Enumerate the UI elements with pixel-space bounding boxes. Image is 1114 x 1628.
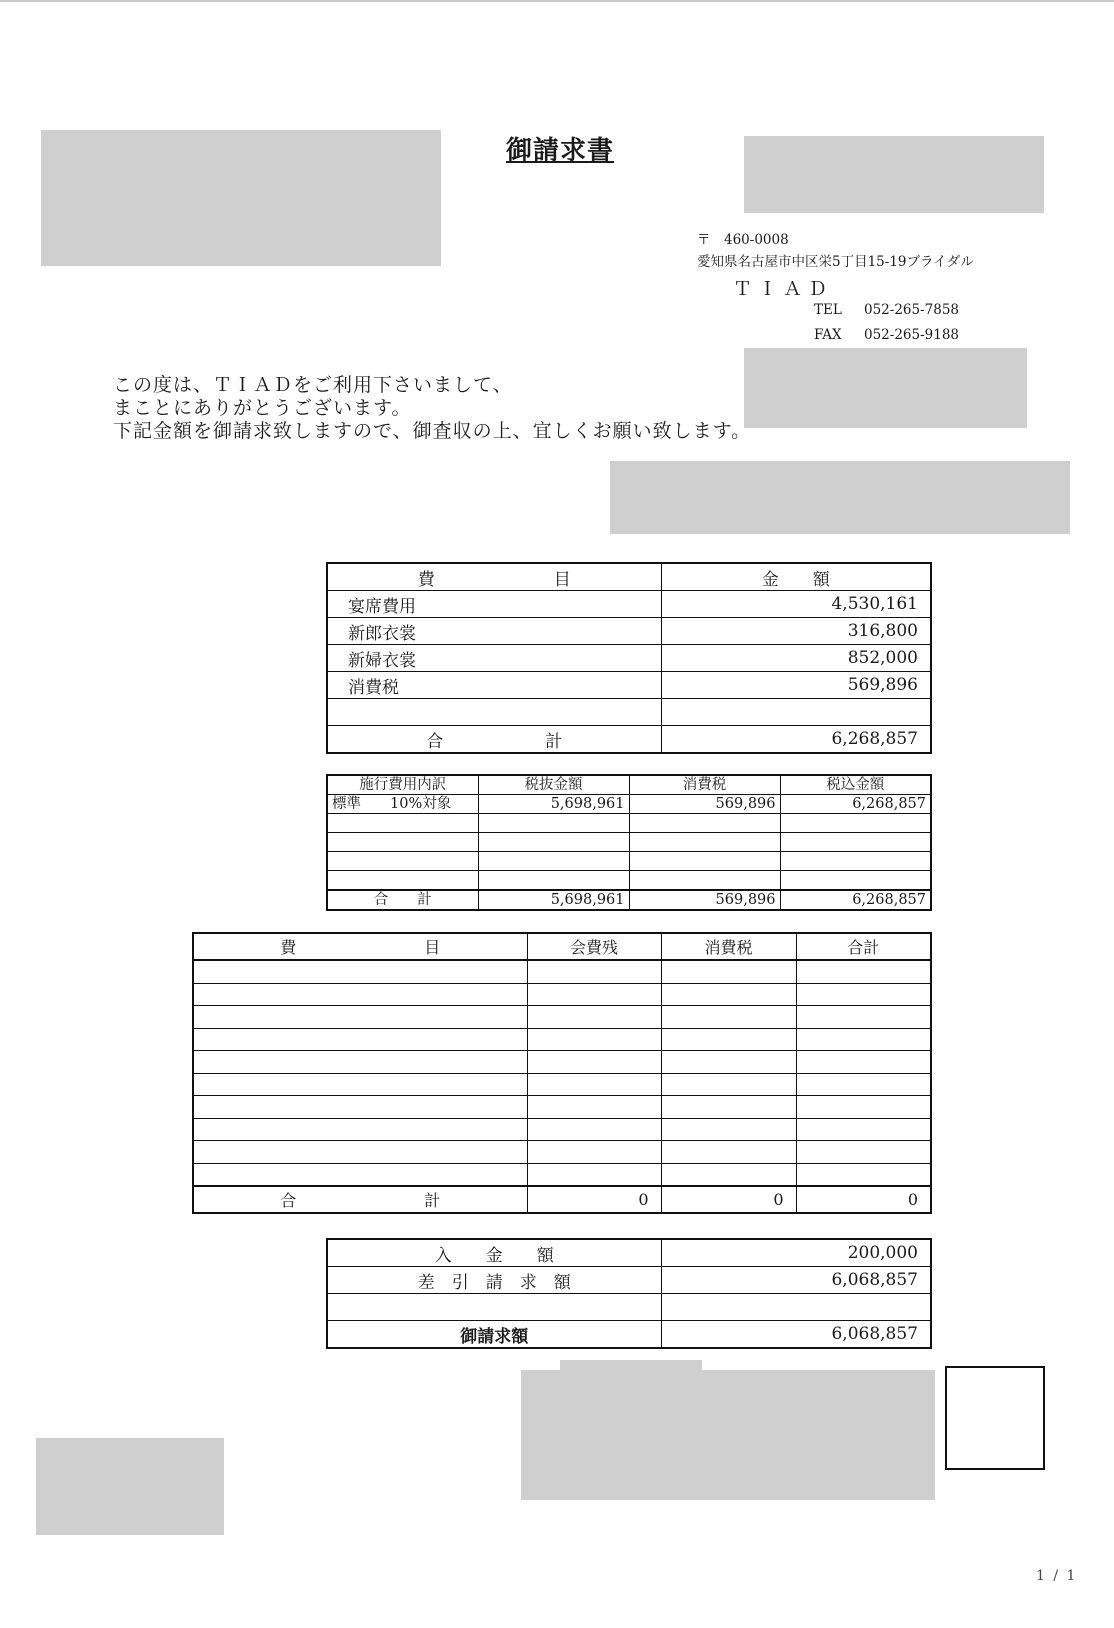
empty-cell	[478, 871, 629, 891]
empty-cell	[661, 1006, 796, 1029]
empty-cell	[327, 699, 661, 726]
redacted-date	[610, 461, 1070, 534]
empty-cell	[661, 960, 796, 983]
item-cell: 宴席費用	[327, 591, 661, 618]
empty-cell	[193, 1028, 527, 1051]
redacted-seal-area	[744, 348, 1027, 428]
membership-table	[192, 932, 932, 1214]
total-sum: 0	[796, 1186, 931, 1213]
empty-cell	[193, 960, 527, 983]
empty-cell	[661, 1051, 796, 1074]
fax-number: 052-265-9188	[864, 327, 960, 343]
table-header-row	[327, 775, 931, 795]
item-cell: 新郎衣裳	[327, 618, 661, 645]
empty-cell	[327, 1294, 661, 1321]
empty-cell	[327, 871, 478, 891]
table-row-empty	[327, 871, 931, 891]
redacted-recipient	[41, 130, 441, 266]
gross-cell: 6,268,857	[780, 795, 931, 814]
invoice-amount: 6,068,857	[661, 1321, 931, 1349]
empty-cell	[661, 1294, 931, 1321]
page-number: 1 / 1	[1036, 1568, 1078, 1584]
table-row-empty	[327, 1294, 931, 1321]
empty-cell	[327, 852, 478, 871]
greeting-line: この度は、ＴＩＡＤをご利用下さいまして、	[113, 374, 513, 396]
table-row-empty	[193, 983, 931, 1006]
total-label: 合 計	[327, 890, 478, 910]
total-amount: 6,268,857	[661, 726, 931, 754]
table-row	[327, 645, 931, 672]
total-label: 合 計	[327, 726, 661, 754]
total-label: 合 計	[193, 1186, 527, 1213]
empty-cell	[478, 852, 629, 871]
empty-cell	[796, 1051, 931, 1074]
empty-cell	[661, 1163, 796, 1186]
empty-cell	[796, 983, 931, 1006]
empty-cell	[193, 1141, 527, 1164]
redacted-footer-left	[36, 1438, 224, 1535]
deposit-amount: 200,000	[661, 1239, 931, 1267]
table-row-empty	[193, 960, 931, 983]
tax-breakdown-table	[326, 774, 932, 911]
empty-cell	[796, 1118, 931, 1141]
header-amount: 金 額	[661, 563, 931, 591]
header-gross: 税込金額	[780, 775, 931, 795]
sender-company: ＴＩＡＤ	[733, 278, 834, 300]
rate-label: 標準 10%対象	[327, 795, 478, 814]
empty-cell	[661, 1118, 796, 1141]
empty-cell	[629, 852, 780, 871]
greeting	[113, 374, 751, 443]
empty-cell	[527, 1051, 661, 1074]
table-total-row	[193, 1186, 931, 1213]
empty-cell	[661, 1073, 796, 1096]
table-row-empty	[327, 852, 931, 871]
empty-cell	[193, 1073, 527, 1096]
total-tax: 0	[661, 1186, 796, 1213]
table-row	[327, 618, 931, 645]
table-row	[327, 672, 931, 699]
empty-cell	[661, 1141, 796, 1164]
empty-cell	[780, 852, 931, 871]
header-tax: 消費税	[661, 933, 796, 960]
final-amount-table	[326, 1238, 932, 1349]
top-border	[0, 0, 1114, 2]
empty-cell	[527, 1118, 661, 1141]
table-row	[327, 1267, 931, 1294]
amount-cell: 852,000	[661, 645, 931, 672]
table-row	[327, 1239, 931, 1267]
balance-amount: 6,068,857	[661, 1267, 931, 1294]
empty-cell	[780, 833, 931, 852]
greeting-line: 下記金額を御請求致しますので、御査収の上、宜しくお願い致します。	[113, 420, 752, 442]
empty-cell	[527, 1028, 661, 1051]
table-row	[327, 795, 931, 814]
empty-cell	[796, 1163, 931, 1186]
table-row-empty	[327, 814, 931, 833]
page-title: 御請求書	[505, 136, 614, 166]
empty-cell	[629, 814, 780, 833]
redacted-header-right	[744, 136, 1044, 213]
table-row-empty	[193, 1141, 931, 1164]
empty-cell	[796, 960, 931, 983]
empty-cell	[193, 1051, 527, 1074]
total-gross: 6,268,857	[780, 890, 931, 910]
total-net: 5,698,961	[478, 890, 629, 910]
amount-cell: 316,800	[661, 618, 931, 645]
header-tax: 消費税	[629, 775, 780, 795]
table-header-row	[193, 933, 931, 960]
header-balance: 会費残	[527, 933, 661, 960]
balance-label: 差 引 請 求 額	[327, 1267, 661, 1294]
empty-cell	[327, 814, 478, 833]
stamp-box	[945, 1366, 1045, 1470]
net-cell: 5,698,961	[478, 795, 629, 814]
table-row	[327, 591, 931, 618]
invoice-label: 御請求額	[327, 1321, 661, 1349]
empty-cell	[527, 960, 661, 983]
table-row-empty	[193, 1006, 931, 1029]
empty-cell	[327, 833, 478, 852]
total-balance: 0	[527, 1186, 661, 1213]
empty-cell	[193, 1163, 527, 1186]
total-tax: 569,896	[629, 890, 780, 910]
fax-label: FAX	[814, 327, 842, 343]
table-row-empty	[193, 1163, 931, 1186]
empty-cell	[527, 1073, 661, 1096]
empty-cell	[780, 871, 931, 891]
header-item: 費 目	[193, 933, 527, 960]
header-total: 合計	[796, 933, 931, 960]
item-cell: 消費税	[327, 672, 661, 699]
empty-cell	[193, 983, 527, 1006]
empty-cell	[527, 983, 661, 1006]
empty-cell	[478, 814, 629, 833]
redacted-bank-info	[521, 1370, 935, 1500]
empty-cell	[478, 833, 629, 852]
item-cell: 新婦衣裳	[327, 645, 661, 672]
table-row-empty	[193, 1028, 931, 1051]
tel-number: 052-265-7858	[864, 302, 960, 318]
table-total-row	[327, 1321, 931, 1349]
header-item: 費 目	[327, 563, 661, 591]
empty-cell	[661, 699, 931, 726]
table-row-empty	[193, 1073, 931, 1096]
table-row-empty	[193, 1051, 931, 1074]
tax-cell: 569,896	[629, 795, 780, 814]
empty-cell	[527, 1006, 661, 1029]
empty-cell	[780, 814, 931, 833]
empty-cell	[629, 871, 780, 891]
amount-cell: 4,530,161	[661, 591, 931, 618]
empty-cell	[661, 1096, 796, 1119]
empty-cell	[193, 1096, 527, 1119]
empty-cell	[629, 833, 780, 852]
empty-cell	[193, 1118, 527, 1141]
table-row-empty	[327, 699, 931, 726]
sender-postal: 〒 460-0008	[697, 232, 789, 248]
empty-cell	[527, 1141, 661, 1164]
tel-label: TEL	[814, 302, 842, 318]
header-net: 税抜金額	[478, 775, 629, 795]
table-total-row	[327, 890, 931, 910]
greeting-line: まことにありがとうございます。	[113, 397, 412, 419]
empty-cell	[661, 983, 796, 1006]
empty-cell	[796, 1006, 931, 1029]
empty-cell	[796, 1096, 931, 1119]
empty-cell	[796, 1141, 931, 1164]
empty-cell	[796, 1028, 931, 1051]
empty-cell	[527, 1096, 661, 1119]
table-total-row	[327, 726, 931, 754]
empty-cell	[193, 1006, 527, 1029]
table-row-empty	[327, 833, 931, 852]
table-row-empty	[193, 1096, 931, 1119]
table-row-empty	[193, 1118, 931, 1141]
empty-cell	[661, 1028, 796, 1051]
table-header-row	[327, 563, 931, 591]
header-breakdown: 施行費用内訳	[327, 775, 478, 795]
amount-cell: 569,896	[661, 672, 931, 699]
empty-cell	[796, 1073, 931, 1096]
summary-table	[326, 562, 932, 754]
deposit-label: 入 金 額	[327, 1239, 661, 1267]
sender-address: 愛知県名古屋市中区栄5丁目15-19ブライダル	[697, 254, 974, 270]
empty-cell	[527, 1163, 661, 1186]
